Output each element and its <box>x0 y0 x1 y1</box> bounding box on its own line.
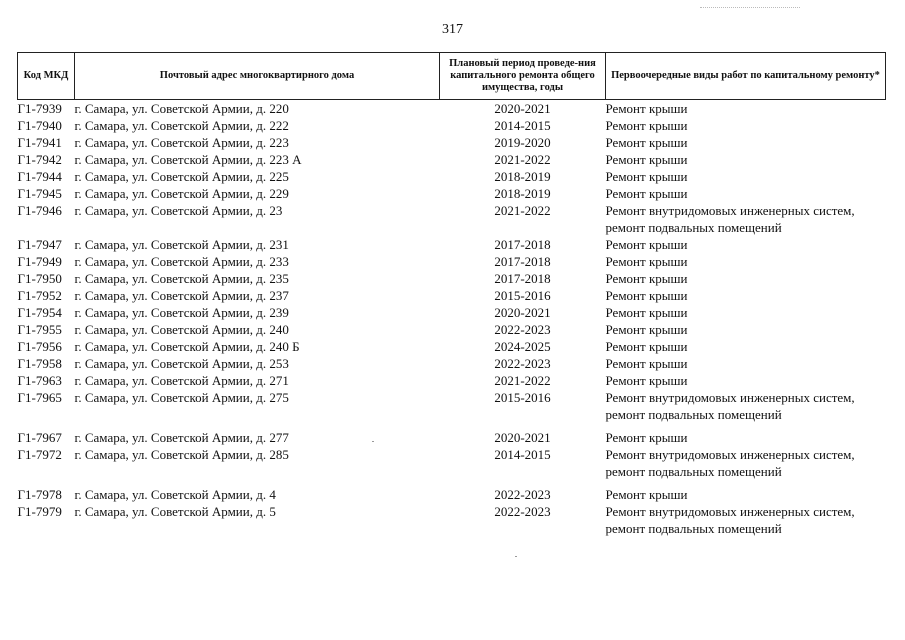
works-line: ремонт подвальных помещений <box>605 407 782 422</box>
works-line: Ремонт крыши <box>605 271 688 286</box>
works-line: Ремонт крыши <box>605 118 688 133</box>
works-line: Ремонт внутридомовых инженерных систем, <box>605 390 855 405</box>
cell-code: Г1-7940 <box>17 118 62 133</box>
cell-works <box>606 270 886 287</box>
cell-code: Г1-7950 <box>17 271 62 286</box>
table-row <box>18 253 886 270</box>
table-row <box>18 355 886 372</box>
header-address: Почтовый адрес многоквартирного дома <box>75 53 440 100</box>
cell-period: 2021-2022 <box>494 373 551 388</box>
cell-address: г. Самара, ул. Советской Армии, д. 277 <box>74 430 289 445</box>
works-line: ремонт подвальных помещений <box>605 220 782 235</box>
cell-works <box>606 287 886 304</box>
cell-address: г. Самара, ул. Советской Армии, д. 23 <box>74 203 283 218</box>
page-number: 317 <box>442 22 463 37</box>
works-line: Ремонт крыши <box>605 169 688 184</box>
header-code: Код МКД <box>18 53 75 100</box>
cell-code: Г1-7949 <box>17 254 62 269</box>
works-line: Ремонт крыши <box>605 101 688 116</box>
cell-code: Г1-7947 <box>17 237 62 252</box>
works-line: Ремонт крыши <box>605 152 688 167</box>
cell-works <box>606 321 886 338</box>
cell-works <box>606 151 886 168</box>
cell-works <box>606 503 886 537</box>
works-line: Ремонт крыши <box>605 254 688 269</box>
cell-works <box>606 236 886 253</box>
cell-period: 2017-2018 <box>494 271 551 286</box>
cell-code: Г1-7955 <box>17 322 62 337</box>
works-line: Ремонт крыши <box>605 322 688 337</box>
works-line: Ремонт крыши <box>605 373 688 388</box>
cell-address: г. Самара, ул. Советской Армии, д. 240 <box>74 322 289 337</box>
works-line: Ремонт крыши <box>605 356 688 371</box>
cell-works <box>606 429 886 446</box>
table-row <box>18 446 886 486</box>
table-row <box>18 503 886 537</box>
cell-code: Г1-7944 <box>17 169 62 184</box>
cell-period: 2017-2018 <box>494 237 551 252</box>
works-line: Ремонт крыши <box>605 237 688 252</box>
table-row <box>18 338 886 355</box>
table-row <box>18 287 886 304</box>
table-row <box>18 117 886 134</box>
cell-address: г. Самара, ул. Советской Армии, д. 285 <box>74 447 289 462</box>
cell-period: 2020-2021 <box>494 430 551 445</box>
cell-period: 2022-2023 <box>494 356 551 371</box>
cell-works <box>606 202 886 236</box>
cell-works <box>606 486 886 503</box>
cell-address: г. Самара, ул. Советской Армии, д. 220 <box>74 101 289 116</box>
table-row <box>18 486 886 503</box>
works-line: Ремонт крыши <box>605 186 688 201</box>
cell-works <box>606 100 886 118</box>
cell-address: г. Самара, ул. Советской Армии, д. 225 <box>74 169 289 184</box>
cell-code: Г1-7954 <box>17 305 62 320</box>
cell-code: Г1-7978 <box>17 487 62 502</box>
cell-code: Г1-7979 <box>17 504 62 519</box>
table-row <box>18 372 886 389</box>
cell-code: Г1-7967 <box>17 430 62 445</box>
cell-period: 2018-2019 <box>494 169 551 184</box>
cell-code: Г1-7942 <box>17 152 62 167</box>
cell-works <box>606 253 886 270</box>
cell-works <box>606 446 886 486</box>
cell-period: 2014-2015 <box>494 118 551 133</box>
cell-works <box>606 134 886 151</box>
cell-period: 2014-2015 <box>494 447 551 462</box>
works-line: Ремонт крыши <box>605 305 688 320</box>
table-row <box>18 202 886 236</box>
cell-address: г. Самара, ул. Советской Армии, д. 4 <box>74 487 276 502</box>
cell-address: г. Самара, ул. Советской Армии, д. 235 <box>74 271 289 286</box>
table-row <box>18 429 886 446</box>
cell-address: г. Самара, ул. Советской Армии, д. 240 Б <box>74 339 300 354</box>
cell-address: г. Самара, ул. Советской Армии, д. 239 <box>74 305 289 320</box>
cell-address: г. Самара, ул. Советской Армии, д. 222 <box>74 118 289 133</box>
works-line: Ремонт крыши <box>605 135 688 150</box>
table-header <box>18 53 886 100</box>
cell-works <box>606 372 886 389</box>
registry-table <box>17 52 886 537</box>
cell-address: г. Самара, ул. Советской Армии, д. 253 <box>74 356 289 371</box>
cell-works <box>606 117 886 134</box>
cell-address: г. Самара, ул. Советской Армии, д. 275 <box>74 390 289 405</box>
works-line: ремонт подвальных помещений <box>605 521 782 536</box>
cell-code: Г1-7941 <box>17 135 62 150</box>
table-row <box>18 321 886 338</box>
table-row <box>18 151 886 168</box>
works-line: Ремонт внутридомовых инженерных систем, <box>605 447 855 462</box>
cell-period: 2022-2023 <box>494 322 551 337</box>
cell-code: Г1-7945 <box>17 186 62 201</box>
cell-period: 2019-2020 <box>494 135 551 150</box>
cell-code: Г1-7965 <box>17 390 62 405</box>
table-row <box>18 168 886 185</box>
cell-address: г. Самара, ул. Советской Армии, д. 223 <box>74 135 289 150</box>
cell-works <box>606 185 886 202</box>
cell-period: 2021-2022 <box>494 152 551 167</box>
table-row <box>18 236 886 253</box>
cell-period: 2022-2023 <box>494 487 551 502</box>
cell-address: г. Самара, ул. Советской Армии, д. 237 <box>74 288 289 303</box>
scan-speck <box>372 441 374 442</box>
table-row <box>18 304 886 321</box>
works-line: Ремонт внутридомовых инженерных систем, <box>605 203 855 218</box>
works-line: Ремонт крыши <box>605 288 688 303</box>
cell-works <box>606 389 886 429</box>
header-works: Первоочередные виды работ по капитальному ремонту* <box>606 53 886 100</box>
cell-period: 2020-2021 <box>494 101 551 116</box>
cell-address: г. Самара, ул. Советской Армии, д. 5 <box>74 504 276 519</box>
cell-period: 2024-2025 <box>494 339 551 354</box>
table-row <box>18 185 886 202</box>
cell-code: Г1-7972 <box>17 447 62 462</box>
cell-address: г. Самара, ул. Советской Армии, д. 223 А <box>74 152 302 167</box>
cell-period: 2015-2016 <box>494 288 551 303</box>
header-period: Плановый период проведе-ния капитального ремонта общего имущества, годы <box>440 53 606 100</box>
cell-address: г. Самара, ул. Советской Армии, д. 229 <box>74 186 289 201</box>
table-row <box>18 134 886 151</box>
cell-period: 2015-2016 <box>494 390 551 405</box>
cell-period: 2020-2021 <box>494 305 551 320</box>
cell-period: 2017-2018 <box>494 254 551 269</box>
cell-code: Г1-7946 <box>17 203 62 218</box>
works-line: Ремонт крыши <box>605 339 688 354</box>
cell-works <box>606 304 886 321</box>
cell-code: Г1-7963 <box>17 373 62 388</box>
cell-works <box>606 355 886 372</box>
cell-works <box>606 168 886 185</box>
table-row <box>18 389 886 429</box>
cell-period: 2021-2022 <box>494 203 551 218</box>
scan-speck <box>515 556 517 557</box>
table-body <box>18 100 886 538</box>
works-line: Ремонт крыши <box>605 487 688 502</box>
cell-code: Г1-7956 <box>17 339 62 354</box>
cell-code: Г1-7939 <box>17 101 62 116</box>
table-row <box>18 270 886 287</box>
works-line: ремонт подвальных помещений <box>605 464 782 479</box>
cell-period: 2018-2019 <box>494 186 551 201</box>
cell-period: 2022-2023 <box>494 504 551 519</box>
cell-works <box>606 338 886 355</box>
cell-address: г. Самара, ул. Советской Армии, д. 233 <box>74 254 289 269</box>
cell-address: г. Самара, ул. Советской Армии, д. 231 <box>74 237 289 252</box>
works-line: Ремонт внутридомовых инженерных систем, <box>605 504 855 519</box>
cell-code: Г1-7952 <box>17 288 62 303</box>
cell-code: Г1-7958 <box>17 356 62 371</box>
table-row <box>18 100 886 118</box>
cell-address: г. Самара, ул. Советской Армии, д. 271 <box>74 373 289 388</box>
scan-header-mark <box>700 7 800 10</box>
works-line: Ремонт крыши <box>605 430 688 445</box>
